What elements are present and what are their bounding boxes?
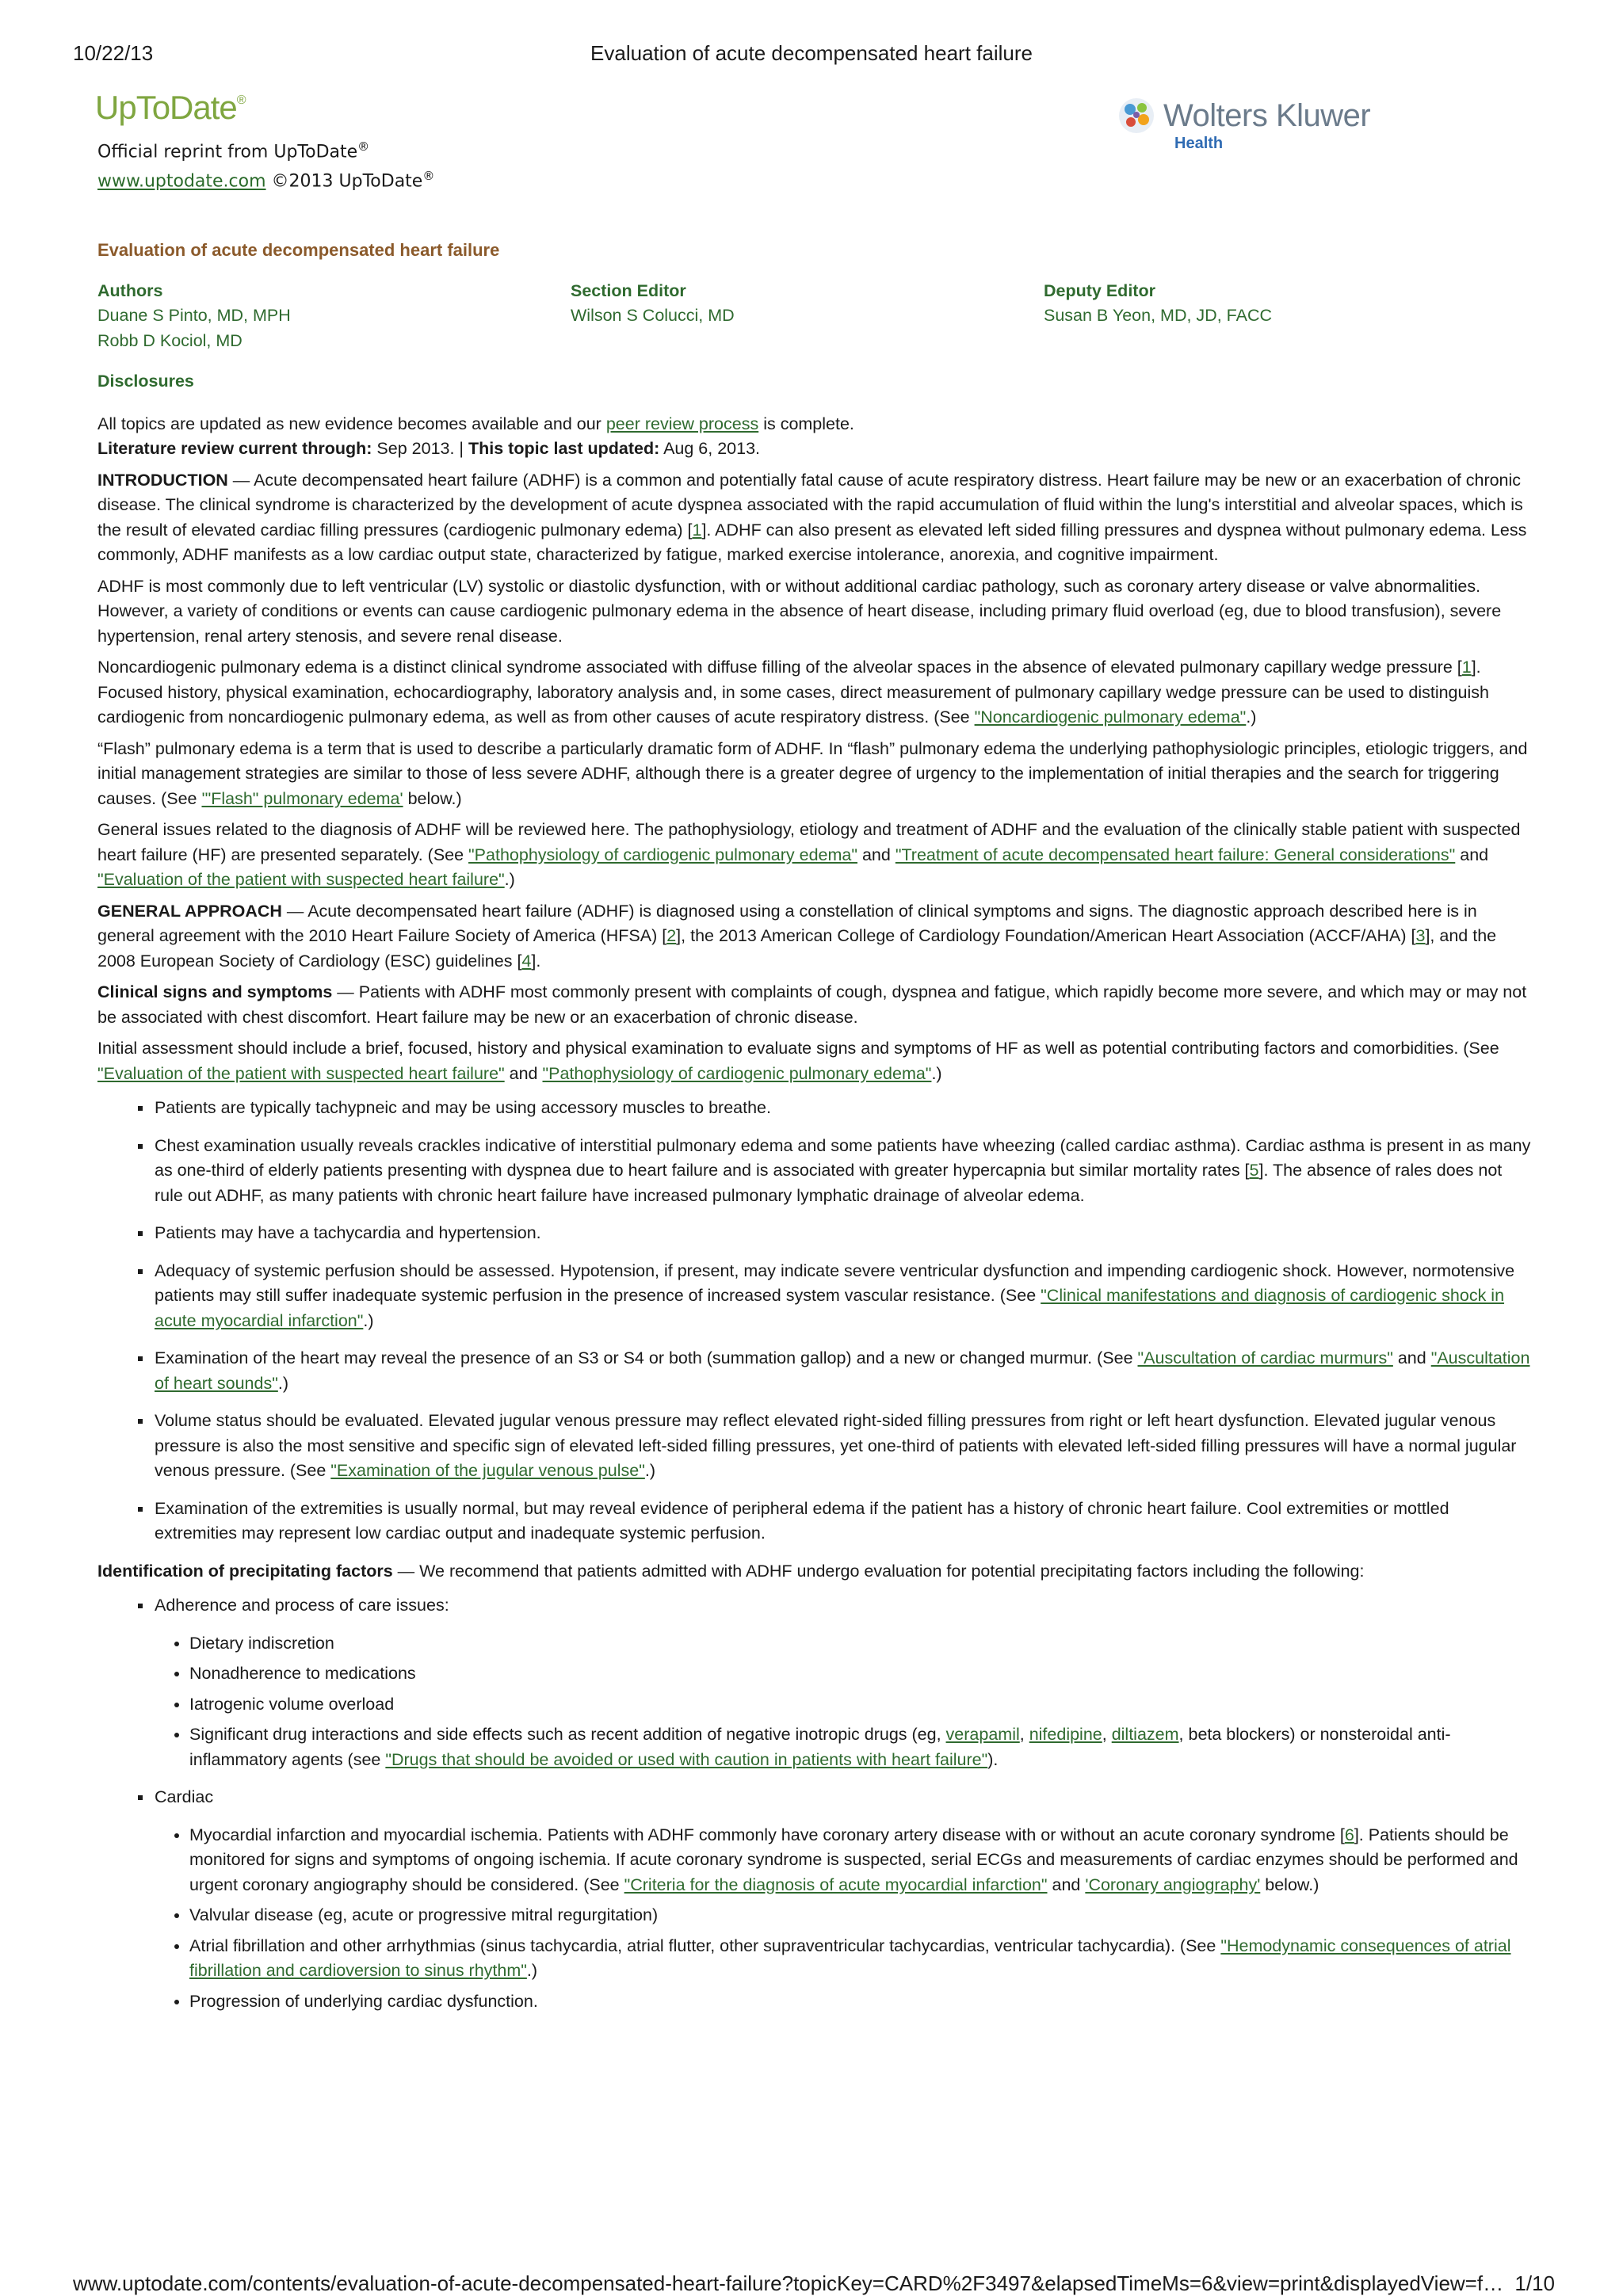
reprint-line: Official reprint from UpToDate xyxy=(97,142,358,162)
reference-link[interactable]: 6 xyxy=(1344,1825,1354,1844)
list-item xyxy=(153,1409,1532,1484)
text: .) xyxy=(1246,707,1257,727)
list-item: • Iatrogenic volume overload xyxy=(189,1692,1532,1718)
lv-paragraph: ADHF is most commonly due to left ventricular (LV) systolic or diastolic dysfunction, with or without additional cardiac pathology, such as coronary artery disease or valve abnormalities. However, a variety of conditions or events can cause cardiogenic pulmonary edema in the absence of heart disease, including primary fluid overload (eg, due to blood transfusion), severe hypertension, renal artery stenosis, and severe renal disease. xyxy=(97,576,1502,646)
uptodate-logo xyxy=(95,89,246,127)
approach-paragraph xyxy=(97,899,1532,974)
topic-link[interactable]: "Clinical manifestations and diagnosis of cardiogenic shock in acute myocardial infarction" xyxy=(155,1286,1505,1330)
uptodate-logo-reg: ® xyxy=(236,93,246,107)
reference-link[interactable]: 3 xyxy=(1415,926,1426,945)
wk-name: Wolters Kluwer xyxy=(1163,98,1371,133)
reference-link[interactable]: 5 xyxy=(1249,1161,1259,1180)
topic-link[interactable]: "Auscultation of cardiac murmurs" xyxy=(1137,1348,1393,1367)
text: and xyxy=(504,1063,543,1083)
initial-assessment-paragraph xyxy=(97,1036,1532,1086)
text: Volume status should be evaluated. Elevated jugular venous pressure may reflect elevated right-sided filling pressures from right or left heart dysfunction. Elevated jugular venous pressure is also the most sensitive and specific sign of elevated left-sided filling pressures, yet one-third of patients with elevated left-sided filling pressures will have a normal jugular venous pressure. (See xyxy=(155,1411,1517,1480)
text: ], and the 2008 European Society of Cardiology (ESC) guidelines [ xyxy=(97,926,1497,971)
list-item: ▪ Patients are typically tachypneic and may be using accessory muscles to breathe. xyxy=(153,1096,1532,1121)
text: .) xyxy=(277,1373,288,1393)
topic-link[interactable]: "Examination of the jugular venous pulse" xyxy=(330,1461,645,1480)
article-content xyxy=(97,238,1532,2027)
globe-icon xyxy=(1117,97,1155,135)
drug-link[interactable]: nifedipine xyxy=(1029,1725,1102,1744)
topic-link[interactable]: '"Flash" pulmonary edema' xyxy=(201,788,403,808)
reference-link[interactable]: 1 xyxy=(1461,658,1472,677)
list-item: ▪ Patients may have a tachycardia and hypertension. xyxy=(153,1221,1532,1246)
topic-link[interactable]: "Treatment of acute decompensated heart failure: General considerations" xyxy=(895,845,1456,864)
update-notice xyxy=(97,412,1532,462)
deputy-editor-column xyxy=(1044,279,1517,354)
lit-review-value: Sep 2013. | xyxy=(372,439,468,458)
section-editor-column xyxy=(571,279,1044,354)
precipitating-list xyxy=(97,1593,1532,2014)
text: Atrial fibrillation and other arrhythmias (sinus tachycardia, atrial flutter, other supraventricular tachycardias, ventricular tachycardia). (See xyxy=(189,1936,1221,1955)
copyright-text: ©2013 UpToDate xyxy=(271,171,423,192)
authors-heading: Authors xyxy=(97,280,163,300)
text: below.) xyxy=(403,788,462,808)
list-item xyxy=(153,1134,1532,1209)
text: Examination of the heart may reveal the presence of an S3 or S4 or both (summation gallop) and a new or changed murmur. (See xyxy=(155,1348,1138,1367)
text: Significant drug interactions and side effects such as recent addition of negative inotropic drugs (eg, xyxy=(189,1725,946,1744)
text: .) xyxy=(363,1310,374,1330)
text: Myocardial infarction and myocardial ischemia. Patients with ADHF commonly have coronary artery disease with or without an acute coronary syndrome [ xyxy=(189,1825,1345,1844)
topic-link[interactable]: "Evaluation of the patient with suspected heart failure" xyxy=(97,1063,505,1083)
text: ]. xyxy=(531,951,541,971)
topic-link[interactable]: "Hemodynamic consequences of atrial fibrillation and cardioversion to sinus rhythm" xyxy=(189,1936,1511,1980)
wolters-kluwer-logo xyxy=(1117,93,1371,157)
page-url: www.uptodate.com/contents/evaluation-of-acute-decompensated-heart-failure?topicKey=CARD%2F3497&elapsedTimeMs=6&view=print&displayedView=f… xyxy=(73,2271,1504,2295)
topic-link[interactable]: "Pathophysiology of cardiogenic pulmonary edema" xyxy=(542,1063,932,1083)
text: All topics are updated as new evidence becomes available and our xyxy=(97,414,606,433)
print-header xyxy=(0,41,1623,73)
last-updated-label: This topic last updated: xyxy=(468,439,660,458)
general-paragraph xyxy=(97,818,1532,893)
list-item xyxy=(153,1346,1532,1396)
section-editor-name[interactable]: Wilson S Colucci, MD xyxy=(571,306,735,325)
text: — Acute decompensated heart failure (ADHF) is diagnosed using a constellation of clinical symptoms and signs. The diagnostic approach described here is in general agreement with the 2010 Heart Failure Society of America (HFSA) [ xyxy=(97,901,1477,945)
authors-column xyxy=(97,279,571,354)
text: ). xyxy=(987,1749,999,1769)
section-editor-heading: Section Editor xyxy=(571,280,686,300)
list-item: • Nonadherence to medications xyxy=(189,1661,1532,1687)
document-title: Evaluation of acute decompensated heart failure xyxy=(97,240,500,260)
author-name[interactable]: Robb D Kociol, MD xyxy=(97,330,242,350)
signs-list xyxy=(97,1096,1532,1547)
reprint-notice xyxy=(97,135,434,194)
topic-link[interactable]: "Evaluation of the patient with suspected heart failure" xyxy=(97,870,505,889)
text: ]. ADHF can also present as elevated left sided filling pressures and dyspnea without pulmonary edema. Less commonly, ADHF manifests as a low cardiac output state, characterized by fatigue, marked exercise intolerance, anorexia, and cognitive impairment. xyxy=(97,520,1527,564)
text: , beta blockers) or nonsteroidal anti-inflammatory agents (see xyxy=(189,1725,1451,1769)
text: .) xyxy=(931,1063,942,1083)
peer-review-link[interactable]: peer review process xyxy=(605,414,759,433)
reprint-reg: ® xyxy=(357,139,370,154)
text: — We recommend that patients admitted with ADHF undergo evaluation for potential precipitating factors including the following: xyxy=(392,1561,1365,1581)
deputy-editor-name[interactable]: Susan B Yeon, MD, JD, FACC xyxy=(1044,306,1272,325)
list-item: ▪ Examination of the extremities is usually normal, but may reveal evidence of peripheral edema if the patient has a history of chronic heart failure. Cool extremities or mottled extremities may represent low cardiac output and inadequate systemic perfusion. xyxy=(153,1497,1532,1547)
list-item xyxy=(189,1823,1532,1898)
text: ], the 2013 American College of Cardiology Foundation/American Heart Association (ACCF/AHA) [ xyxy=(676,926,1416,945)
list-item xyxy=(153,1593,1532,1772)
list-item: • Valvular disease (eg, acute or progressive mitral regurgitation) xyxy=(189,1903,1532,1928)
text: , xyxy=(1102,1725,1112,1744)
list-item xyxy=(153,1785,1532,2014)
topic-link[interactable]: "Drugs that should be avoided or used with caution in patients with heart failure" xyxy=(385,1749,988,1769)
text: .) xyxy=(644,1461,655,1480)
print-title: Evaluation of acute decompensated heart failure xyxy=(590,41,1033,65)
text: Chest examination usually reveals crackles indicative of interstitial pulmonary edema and some patients have wheezing (called cardiac asthma). Cardiac asthma is present in as many as one-third of elderly patients presenting with dyspnea due to heart failure and is associated with greater hypercapnia but similar mortality rates [ xyxy=(155,1135,1531,1180)
section-label: INTRODUCTION xyxy=(97,470,228,490)
text: Adequacy of systemic perfusion should be assessed. Hypotension, if present, may indicate severe ventricular dysfunction and impending cardiogenic shock. However, normotensive patients may still suffer inadequate systemic perfusion in the presence of increased system vascular resistance. (See xyxy=(155,1261,1515,1305)
uptodate-link[interactable]: www.uptodate.com xyxy=(97,171,266,192)
text: “Flash” pulmonary edema is a term that is used to describe a particularly dramatic form of ADHF. In “flash” pulmonary edema the underlying pathophysiologic principles, etiologic triggers, and initial management strategies are similar to those of less severe ADHF, although there is a greater degree of urgency to the implementation of initial therapies and the search for triggering causes. (See xyxy=(97,738,1528,808)
copyright-reg: ® xyxy=(422,169,435,184)
text: Noncardiogenic pulmonary edema is a distinct clinical syndrome associated with diffuse filling of the alveolar spaces in the absence of elevated pulmonary capillary wedge pressure [ xyxy=(97,658,1462,677)
text: below.) xyxy=(1260,1875,1319,1894)
topic-link[interactable]: "Auscultation of heart sounds" xyxy=(155,1348,1530,1393)
list-item: • Dietary indiscretion xyxy=(189,1631,1532,1657)
cardiac-sublist xyxy=(155,1823,1532,2015)
uptodate-logo-text: UpToDate xyxy=(95,89,237,126)
text: is complete. xyxy=(758,414,854,433)
credits xyxy=(97,279,1532,354)
text: Cardiac xyxy=(155,1787,214,1806)
topic-link[interactable]: "Pathophysiology of cardiogenic pulmonary edema" xyxy=(468,845,857,864)
print-date: 10/22/13 xyxy=(73,41,154,65)
adherence-sublist xyxy=(155,1631,1532,1773)
lit-review-label: Literature review current through: xyxy=(97,439,372,458)
text: — Acute decompensated heart failure (ADHF) is a common and potentially fatal cause of acute respiratory distress. Heart failure may be new or an exacerbation of chronic disease. The clinical syndrome is characterized by the development of acute dyspnea associated with the rapid accumulation of fluid within the lung's interstitial and alveolar spaces, which is the result of elevated cardiac filling pressures (cardiogenic pulmonary edema) [ xyxy=(97,470,1523,540)
flash-paragraph xyxy=(97,737,1532,812)
last-updated-value: Aug 6, 2013. xyxy=(659,439,761,458)
list-item: • Progression of underlying cardiac dysfunction. xyxy=(189,1989,1532,2015)
section-link[interactable]: 'Coronary angiography' xyxy=(1085,1875,1261,1894)
noncardiogenic-paragraph xyxy=(97,655,1532,730)
author-name[interactable]: Duane S Pinto, MD, MPH xyxy=(97,306,291,325)
text: and xyxy=(857,845,896,864)
wk-sub: Health xyxy=(1174,135,1224,152)
text: Initial assessment should include a brief, focused, history and physical examination to evaluate signs and symptoms of HF as well as potential contributing factors and comorbidities. (See xyxy=(97,1039,1499,1058)
text: and xyxy=(1047,1875,1086,1894)
reference-link[interactable]: 1 xyxy=(692,520,702,540)
text: General issues related to the diagnosis of ADHF will be reviewed here. The pathophysiology, etiology and treatment of ADHF and the evaluation of the clinically stable patient with suspected heart failure (HF) are presented separately. (See xyxy=(97,820,1521,864)
disclosures-link[interactable]: Disclosures xyxy=(97,372,194,391)
list-item xyxy=(153,1259,1532,1334)
text: ]. Patients should be monitored for signs and symptoms of ongoing ischemia. If acute coronary syndrome is suspected, serial ECGs and measurements of cardiac enzymes should be performed and urgent coronary angiography should be considered. (See xyxy=(189,1825,1518,1894)
deputy-editor-heading: Deputy Editor xyxy=(1044,280,1155,300)
reference-link[interactable]: 2 xyxy=(666,926,677,945)
drug-link[interactable]: verapamil xyxy=(945,1725,1020,1744)
topic-link[interactable]: "Noncardiogenic pulmonary edema" xyxy=(974,707,1247,727)
text: .) xyxy=(504,870,515,889)
section-label: GENERAL APPROACH xyxy=(97,901,282,921)
drug-link[interactable]: diltiazem xyxy=(1111,1725,1179,1744)
reference-link[interactable]: 4 xyxy=(521,951,532,971)
list-item xyxy=(189,1934,1532,1984)
signs-paragraph xyxy=(97,980,1532,1030)
text: — Patients with ADHF most commonly present with complaints of cough, dyspnea and fatigue, which rapidly become more severe, and which may or may not be associated with chest discomfort. Heart failure may be new or an exacerbation of chronic disease. xyxy=(97,982,1527,1027)
text: ]. The absence of rales does not rule out ADHF, as many patients with chronic heart failure have increased pulmonary lymphatic drainage of alveolar edema. xyxy=(155,1161,1503,1205)
list-item xyxy=(189,1722,1532,1772)
page-number: 1/10 xyxy=(1514,2271,1555,2295)
text: and xyxy=(1392,1348,1431,1367)
text: ]. Focused history, physical examination, echocardiography, laboratory analysis and, in some cases, direct measurement of pulmonary capillary wedge pressure can be used to distinguish cardiogenic from noncardiogenic pulmonary edema, as well as from other causes of acute respiratory distress. (See xyxy=(97,658,1489,727)
precipitating-paragraph xyxy=(97,1559,1532,1585)
section-label: Identification of precipitating factors xyxy=(97,1561,393,1581)
text: .) xyxy=(526,1961,538,1980)
text: Adherence and process of care issues: xyxy=(155,1596,449,1615)
intro-paragraph xyxy=(97,468,1532,568)
text: and xyxy=(1455,845,1489,864)
text: , xyxy=(1019,1725,1029,1744)
section-label: Clinical signs and symptoms xyxy=(97,982,333,1001)
topic-link[interactable]: "Criteria for the diagnosis of acute myocardial infarction" xyxy=(624,1875,1048,1894)
